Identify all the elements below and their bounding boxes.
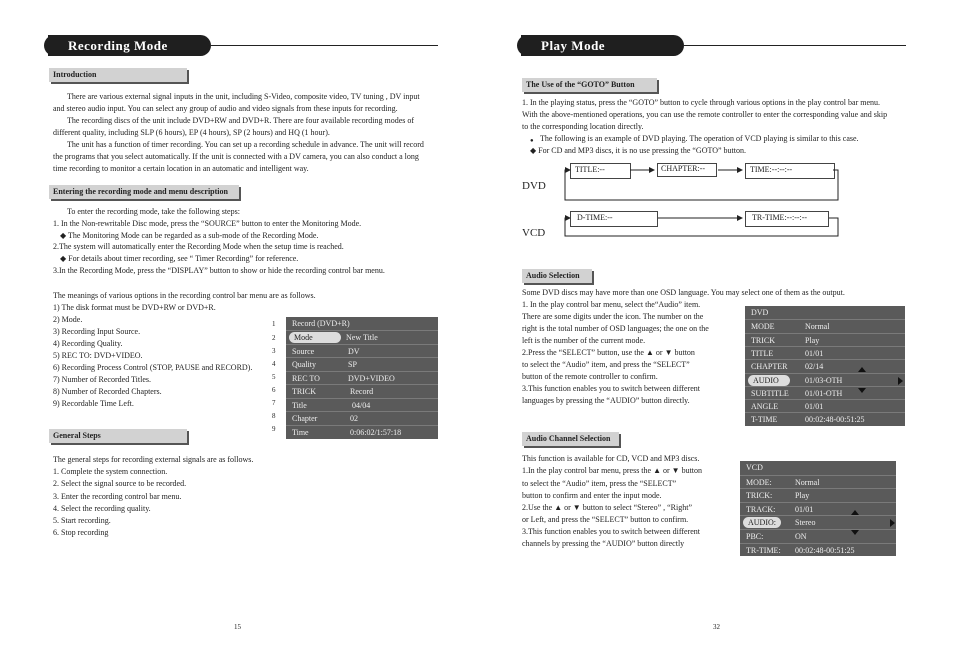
osd-row-source: Source DV: [286, 344, 438, 357]
osd-row-t-time: T-TIME 00:02:48-00:51:25: [745, 412, 905, 425]
list-item: 1) The disk format must be DVD+RW or DVD+R.: [53, 303, 216, 312]
osd-header: DVD: [751, 308, 769, 317]
bullet-dot: ●: [530, 138, 534, 144]
osd-row-mode: MODE: Normal: [740, 475, 896, 488]
list-item: 7) Number of Recorded Titles.: [53, 375, 151, 384]
down-arrow-icon: [858, 388, 866, 393]
osd-row-title: TITLE 01/01: [745, 346, 905, 359]
title-rule: [684, 45, 906, 46]
down-arrow-icon: [851, 530, 859, 535]
general-steps-heading: General Steps: [49, 429, 187, 443]
list-item: 5) REC TO: DVD+VIDEO.: [53, 351, 143, 360]
osd-row-mode: Mode New Title: [286, 330, 438, 343]
list-item: 2) Mode.: [53, 315, 83, 324]
vcd-label: VCD: [522, 227, 546, 239]
osd-row-audio[interactable]: AUDIO 01/03-OTH: [745, 373, 905, 386]
goto-heading: The Use of the “GOTO” Button: [522, 78, 657, 92]
vcd-trtime-box: TR-TIME:--:--:--: [745, 211, 829, 227]
audio-selection-intro: Some DVD discs may have more than one OSD language. You may select one of them as the output.: [522, 288, 845, 297]
up-arrow-icon: [851, 510, 859, 515]
title-rule: [211, 45, 438, 46]
osd-row-track: TRACK: 01/01: [740, 502, 896, 515]
osd-row-chapter: Chapter 02: [286, 411, 438, 424]
play-mode-title: Play Mode: [521, 35, 684, 56]
play-arrow-icon: [898, 377, 903, 385]
introduction-heading: Introduction: [49, 68, 187, 82]
osd-row-audio[interactable]: AUDIO: Stereo: [740, 515, 896, 528]
dvd-chapter-box: CHAPTER:--: [657, 163, 717, 177]
list-item: 3. Enter the recording control bar menu.: [53, 492, 182, 501]
list-item: 4) Recording Quality.: [53, 339, 123, 348]
osd-row-chapter: CHAPTER 02/14: [745, 359, 905, 372]
osd-row-trick: TRICK Record: [286, 384, 438, 397]
list-item: 5. Start recording.: [53, 516, 111, 525]
osd-row-tr-time: TR-TIME: 00:02:48-00:51:25: [740, 543, 896, 556]
osd-row-mode: MODE Normal: [745, 319, 905, 332]
dvd-title-box: TITLE:--: [570, 163, 631, 179]
goto-diagram-arrows: [560, 160, 850, 240]
list-item: 6. Stop recording: [53, 528, 109, 537]
vcd-osd-panel: [740, 461, 896, 556]
osd-row-trick: TRICK: Play: [740, 488, 896, 501]
osd-row-trick: TRICK Play: [745, 333, 905, 346]
list-item: 9) Recordable Time Left.: [53, 399, 134, 408]
osd-header: VCD: [746, 463, 763, 472]
osd-row-time: Time 0:06:02/1:57:18: [286, 425, 438, 438]
audio-channel-heading: Audio Channel Selection: [522, 432, 619, 446]
osd-header: Record (DVD+R): [292, 319, 350, 328]
general-steps-intro: The general steps for recording external signals are as follows.: [53, 455, 254, 464]
osd-row-pbc: PBC: ON: [740, 529, 896, 542]
meanings-intro: The meanings of various options in the recording control bar menu are as follows.: [53, 291, 316, 300]
vcd-dtime-box: D-TIME:--: [570, 211, 658, 227]
recording-mode-title: Recording Mode: [48, 35, 211, 56]
list-item: 3) Recording Input Source.: [53, 327, 141, 336]
dvd-time-box: TIME:--:--:--: [745, 163, 835, 179]
record-osd-panel: [286, 317, 438, 439]
play-arrow-icon: [890, 519, 895, 527]
list-item: 1. Complete the system connection.: [53, 467, 168, 476]
dvd-label: DVD: [522, 180, 546, 192]
list-item: 4. Select the recording quality.: [53, 504, 151, 513]
page-number-left: 15: [234, 623, 241, 631]
osd-row-title: Title 04/04: [286, 398, 438, 411]
audio-selection-heading: Audio Selection: [522, 269, 592, 283]
list-item: 2. Select the signal source to be recorded.: [53, 479, 187, 488]
list-item: 8) Number of Recorded Chapters.: [53, 387, 162, 396]
osd-row-angle: ANGLE 01/01: [745, 399, 905, 412]
page-number-right: 32: [713, 623, 720, 631]
osd-row-rec-to: REC TO DVD+VIDEO: [286, 371, 438, 384]
osd-row-quality: Quality SP: [286, 357, 438, 370]
dvd-osd-panel: [745, 306, 905, 426]
up-arrow-icon: [858, 367, 866, 372]
osd-row-subtitle: SUBTITLE 01/01-OTH: [745, 386, 905, 399]
list-item: 6) Recording Process Control (STOP, PAUSE and RECORD).: [53, 363, 253, 372]
entering-recording-mode-heading: Entering the recording mode and menu description: [49, 185, 239, 199]
